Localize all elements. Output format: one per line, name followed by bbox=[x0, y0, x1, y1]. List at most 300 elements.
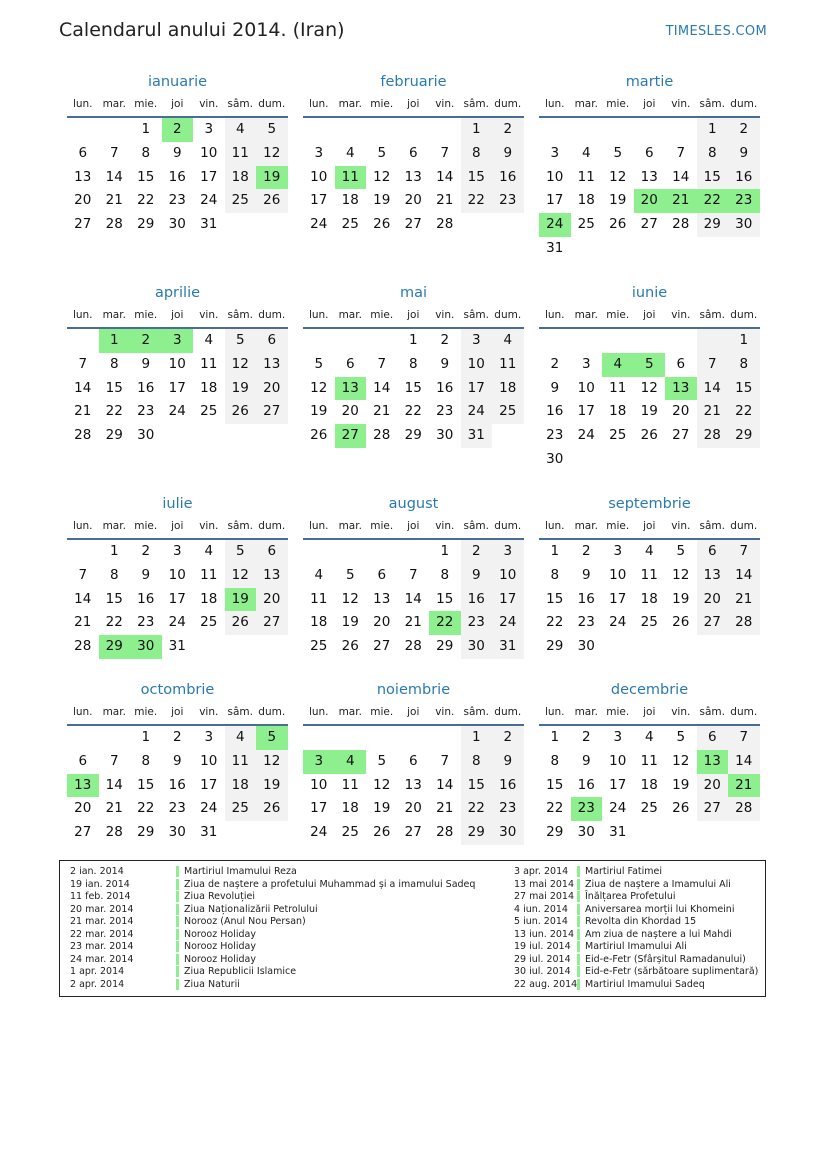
day-cell[interactable]: 11 bbox=[640, 566, 658, 583]
day-cell[interactable]: 15 bbox=[546, 776, 564, 793]
day-cell[interactable]: 4 bbox=[314, 566, 324, 583]
day-cell[interactable]: 25 bbox=[492, 400, 524, 424]
day-cell[interactable]: 27 bbox=[256, 400, 288, 424]
day-cell[interactable]: 9 bbox=[492, 142, 524, 166]
day-cell[interactable]: 14 bbox=[697, 377, 729, 401]
day-cell[interactable]: 17 bbox=[310, 192, 328, 209]
day-cell[interactable]: 8 bbox=[109, 566, 119, 583]
day-cell[interactable]: 20 bbox=[256, 588, 288, 612]
day-cell[interactable]: 1 bbox=[408, 332, 418, 348]
day-cell[interactable]: 18 bbox=[200, 379, 218, 396]
day-cell[interactable]: 29 bbox=[728, 424, 760, 448]
day-cell[interactable]: 14 bbox=[436, 776, 454, 793]
day-cell[interactable]: 30 bbox=[436, 427, 454, 444]
day-cell[interactable]: 16 bbox=[137, 590, 155, 607]
day-cell[interactable]: 24 bbox=[310, 216, 328, 233]
day-cell[interactable]: 17 bbox=[609, 776, 627, 793]
day-cell[interactable]: 28 bbox=[404, 638, 422, 655]
day-cell[interactable]: 19 bbox=[609, 192, 627, 209]
day-cell[interactable]: 10 bbox=[461, 353, 493, 377]
day-cell[interactable]: 26 bbox=[672, 614, 690, 631]
day-cell[interactable]: 11 bbox=[492, 353, 524, 377]
day-cell[interactable]: 2 bbox=[172, 729, 182, 745]
day-cell[interactable]: 21 bbox=[105, 192, 123, 209]
day-cell[interactable]: 6 bbox=[644, 144, 654, 161]
day-cell[interactable]: 13 bbox=[256, 353, 288, 377]
day-cell[interactable]: 10 bbox=[609, 752, 627, 769]
day-cell[interactable]: 16 bbox=[492, 166, 524, 190]
day-cell[interactable]: 4 bbox=[581, 144, 591, 161]
day-cell[interactable]: 21 bbox=[728, 588, 760, 612]
day-cell[interactable]: 17 bbox=[200, 776, 218, 793]
day-cell[interactable]: 18 bbox=[640, 776, 658, 793]
day-cell[interactable]: 14 bbox=[728, 750, 760, 774]
day-cell[interactable]: 24 bbox=[492, 611, 524, 635]
day-cell[interactable]: 26 bbox=[225, 400, 257, 424]
day-cell[interactable]: 9 bbox=[141, 566, 151, 583]
day-cell[interactable]: 7 bbox=[109, 144, 119, 161]
day-cell[interactable]: 4 bbox=[492, 329, 524, 353]
day-cell[interactable]: 10 bbox=[200, 752, 218, 769]
day-cell[interactable]: 7 bbox=[697, 353, 729, 377]
day-cell[interactable]: 28 bbox=[697, 424, 729, 448]
day-cell[interactable]: 30 bbox=[168, 824, 186, 841]
day-cell[interactable]: 10 bbox=[310, 168, 328, 185]
day-cell[interactable]: 13 bbox=[256, 564, 288, 588]
day-cell[interactable]: 19 bbox=[672, 590, 690, 607]
day-cell[interactable]: 31 bbox=[168, 638, 186, 655]
day-cell[interactable]: 9 bbox=[581, 752, 591, 769]
day-cell[interactable]: 18 bbox=[640, 590, 658, 607]
day-cell[interactable]: 14 bbox=[74, 379, 92, 396]
day-cell[interactable]: 14 bbox=[105, 168, 123, 185]
day-cell[interactable]: 15 bbox=[436, 590, 454, 607]
day-cell[interactable]: 21 bbox=[404, 614, 422, 631]
day-cell[interactable]: 22 bbox=[137, 192, 155, 209]
day-cell[interactable]: 18 bbox=[577, 192, 595, 209]
day-cell[interactable]: 5 bbox=[676, 729, 686, 745]
day-cell[interactable]: 9 bbox=[461, 564, 493, 588]
day-cell[interactable]: 7 bbox=[440, 752, 450, 769]
day-cell[interactable]: 1 bbox=[550, 729, 560, 745]
day-cell[interactable]: 24 bbox=[461, 400, 493, 424]
day-cell[interactable]: 6 bbox=[256, 540, 288, 564]
day-cell[interactable]: 19 bbox=[310, 403, 328, 420]
day-cell[interactable]: 30 bbox=[577, 638, 595, 655]
day-cell[interactable]: 15 bbox=[404, 379, 422, 396]
day-cell[interactable]: 23 bbox=[168, 192, 186, 209]
day-cell[interactable]: 12 bbox=[225, 353, 257, 377]
day-cell[interactable]: 7 bbox=[440, 144, 450, 161]
day-cell[interactable]: 3 bbox=[581, 355, 591, 372]
day-cell[interactable]: 21 bbox=[74, 403, 92, 420]
holiday-day-cell[interactable]: 4 bbox=[602, 353, 634, 377]
day-cell[interactable]: 11 bbox=[200, 355, 218, 372]
holiday-day-cell[interactable]: 19 bbox=[256, 166, 288, 190]
day-cell[interactable]: 14 bbox=[672, 168, 690, 185]
day-cell[interactable]: 10 bbox=[546, 168, 564, 185]
day-cell[interactable]: 25 bbox=[225, 189, 257, 213]
day-cell[interactable]: 7 bbox=[78, 566, 88, 583]
day-cell[interactable]: 24 bbox=[609, 800, 627, 817]
day-cell[interactable]: 22 bbox=[546, 800, 564, 817]
day-cell[interactable]: 17 bbox=[609, 590, 627, 607]
day-cell[interactable]: 7 bbox=[377, 355, 387, 372]
day-cell[interactable]: 28 bbox=[105, 824, 123, 841]
day-cell[interactable]: 6 bbox=[408, 144, 418, 161]
day-cell[interactable]: 11 bbox=[640, 752, 658, 769]
day-cell[interactable]: 12 bbox=[609, 168, 627, 185]
holiday-day-cell[interactable]: 24 bbox=[539, 213, 571, 237]
day-cell[interactable]: 31 bbox=[461, 424, 493, 448]
holiday-day-cell[interactable]: 21 bbox=[728, 774, 760, 798]
day-cell[interactable]: 4 bbox=[225, 726, 257, 750]
day-cell[interactable]: 8 bbox=[141, 752, 151, 769]
day-cell[interactable]: 6 bbox=[697, 540, 729, 564]
day-cell[interactable]: 29 bbox=[137, 216, 155, 233]
day-cell[interactable]: 17 bbox=[310, 800, 328, 817]
day-cell[interactable]: 12 bbox=[256, 750, 288, 774]
day-cell[interactable]: 24 bbox=[310, 824, 328, 841]
day-cell[interactable]: 5 bbox=[225, 329, 257, 353]
day-cell[interactable]: 23 bbox=[436, 403, 454, 420]
holiday-day-cell[interactable]: 3 bbox=[162, 329, 194, 353]
day-cell[interactable]: 5 bbox=[377, 144, 387, 161]
day-cell[interactable]: 9 bbox=[581, 566, 591, 583]
day-cell[interactable]: 4 bbox=[644, 543, 654, 559]
holiday-day-cell[interactable]: 22 bbox=[697, 189, 729, 213]
holiday-day-cell[interactable]: 1 bbox=[99, 329, 131, 353]
day-cell[interactable]: 11 bbox=[225, 750, 257, 774]
day-cell[interactable]: 26 bbox=[256, 189, 288, 213]
day-cell[interactable]: 22 bbox=[546, 614, 564, 631]
day-cell[interactable]: 11 bbox=[200, 566, 218, 583]
day-cell[interactable]: 23 bbox=[137, 403, 155, 420]
day-cell[interactable]: 24 bbox=[168, 614, 186, 631]
day-cell[interactable]: 8 bbox=[550, 752, 560, 769]
day-cell[interactable]: 25 bbox=[310, 638, 328, 655]
day-cell[interactable]: 3 bbox=[314, 144, 324, 161]
holiday-day-cell[interactable]: 4 bbox=[335, 750, 367, 774]
day-cell[interactable]: 28 bbox=[105, 216, 123, 233]
day-cell[interactable]: 10 bbox=[310, 776, 328, 793]
day-cell[interactable]: 13 bbox=[74, 168, 92, 185]
day-cell[interactable]: 27 bbox=[404, 824, 422, 841]
day-cell[interactable]: 6 bbox=[78, 144, 88, 161]
day-cell[interactable]: 27 bbox=[256, 611, 288, 635]
day-cell[interactable]: 13 bbox=[404, 776, 422, 793]
day-cell[interactable]: 6 bbox=[676, 355, 686, 372]
holiday-day-cell[interactable]: 27 bbox=[335, 424, 367, 448]
day-cell[interactable]: 14 bbox=[373, 379, 391, 396]
day-cell[interactable]: 3 bbox=[172, 543, 182, 559]
day-cell[interactable]: 23 bbox=[492, 189, 524, 213]
day-cell[interactable]: 20 bbox=[404, 192, 422, 209]
day-cell[interactable]: 29 bbox=[697, 213, 729, 237]
day-cell[interactable]: 12 bbox=[373, 776, 391, 793]
day-cell[interactable]: 29 bbox=[461, 821, 493, 845]
day-cell[interactable]: 18 bbox=[341, 800, 359, 817]
day-cell[interactable]: 18 bbox=[200, 590, 218, 607]
day-cell[interactable]: 2 bbox=[581, 543, 591, 559]
day-cell[interactable]: 6 bbox=[697, 726, 729, 750]
day-cell[interactable]: 26 bbox=[373, 216, 391, 233]
day-cell[interactable]: 25 bbox=[341, 824, 359, 841]
holiday-day-cell[interactable]: 3 bbox=[303, 750, 335, 774]
day-cell[interactable]: 16 bbox=[461, 588, 493, 612]
day-cell[interactable]: 21 bbox=[74, 614, 92, 631]
day-cell[interactable]: 16 bbox=[436, 379, 454, 396]
day-cell[interactable]: 13 bbox=[640, 168, 658, 185]
day-cell[interactable]: 1 bbox=[461, 118, 493, 142]
day-cell[interactable]: 4 bbox=[644, 729, 654, 745]
day-cell[interactable]: 27 bbox=[672, 427, 690, 444]
day-cell[interactable]: 21 bbox=[436, 800, 454, 817]
day-cell[interactable]: 7 bbox=[728, 726, 760, 750]
day-cell[interactable]: 22 bbox=[137, 800, 155, 817]
day-cell[interactable]: 26 bbox=[640, 427, 658, 444]
day-cell[interactable]: 17 bbox=[168, 379, 186, 396]
day-cell[interactable]: 1 bbox=[109, 543, 119, 559]
day-cell[interactable]: 20 bbox=[697, 588, 729, 612]
holiday-day-cell[interactable]: 13 bbox=[697, 750, 729, 774]
day-cell[interactable]: 1 bbox=[728, 329, 760, 353]
day-cell[interactable]: 27 bbox=[74, 824, 92, 841]
day-cell[interactable]: 13 bbox=[697, 564, 729, 588]
day-cell[interactable]: 21 bbox=[105, 800, 123, 817]
day-cell[interactable]: 30 bbox=[137, 427, 155, 444]
day-cell[interactable]: 7 bbox=[78, 355, 88, 372]
day-cell[interactable]: 25 bbox=[640, 800, 658, 817]
day-cell[interactable]: 8 bbox=[728, 353, 760, 377]
holiday-day-cell[interactable]: 5 bbox=[634, 353, 666, 377]
day-cell[interactable]: 16 bbox=[137, 379, 155, 396]
day-cell[interactable]: 5 bbox=[613, 144, 623, 161]
day-cell[interactable]: 26 bbox=[341, 638, 359, 655]
day-cell[interactable]: 2 bbox=[440, 332, 450, 348]
day-cell[interactable]: 17 bbox=[577, 403, 595, 420]
day-cell[interactable]: 12 bbox=[256, 142, 288, 166]
day-cell[interactable]: 30 bbox=[461, 635, 493, 659]
day-cell[interactable]: 28 bbox=[436, 216, 454, 233]
day-cell[interactable]: 16 bbox=[546, 403, 564, 420]
day-cell[interactable]: 8 bbox=[141, 144, 151, 161]
holiday-day-cell[interactable]: 13 bbox=[67, 774, 99, 798]
day-cell[interactable]: 29 bbox=[404, 427, 422, 444]
day-cell[interactable]: 25 bbox=[200, 403, 218, 420]
day-cell[interactable]: 22 bbox=[105, 614, 123, 631]
day-cell[interactable]: 2 bbox=[141, 543, 151, 559]
day-cell[interactable]: 25 bbox=[200, 614, 218, 631]
day-cell[interactable]: 17 bbox=[200, 168, 218, 185]
day-cell[interactable]: 27 bbox=[74, 216, 92, 233]
day-cell[interactable]: 16 bbox=[492, 774, 524, 798]
day-cell[interactable]: 4 bbox=[225, 118, 257, 142]
day-cell[interactable]: 23 bbox=[546, 427, 564, 444]
day-cell[interactable]: 30 bbox=[546, 450, 564, 467]
day-cell[interactable]: 18 bbox=[225, 774, 257, 798]
day-cell[interactable]: 1 bbox=[550, 543, 560, 559]
holiday-day-cell[interactable]: 19 bbox=[225, 588, 257, 612]
day-cell[interactable]: 5 bbox=[256, 118, 288, 142]
day-cell[interactable]: 2 bbox=[581, 729, 591, 745]
day-cell[interactable]: 15 bbox=[728, 377, 760, 401]
day-cell[interactable]: 13 bbox=[373, 590, 391, 607]
day-cell[interactable]: 2 bbox=[492, 726, 524, 750]
day-cell[interactable]: 19 bbox=[672, 776, 690, 793]
holiday-day-cell[interactable]: 13 bbox=[335, 377, 367, 401]
day-cell[interactable]: 5 bbox=[314, 355, 324, 372]
day-cell[interactable]: 20 bbox=[256, 377, 288, 401]
day-cell[interactable]: 23 bbox=[168, 800, 186, 817]
day-cell[interactable]: 9 bbox=[141, 355, 151, 372]
day-cell[interactable]: 25 bbox=[640, 614, 658, 631]
holiday-day-cell[interactable]: 30 bbox=[130, 635, 162, 659]
day-cell[interactable]: 10 bbox=[492, 564, 524, 588]
day-cell[interactable]: 12 bbox=[672, 752, 690, 769]
day-cell[interactable]: 11 bbox=[225, 142, 257, 166]
day-cell[interactable]: 9 bbox=[440, 355, 450, 372]
day-cell[interactable]: 25 bbox=[609, 427, 627, 444]
day-cell[interactable]: 17 bbox=[546, 192, 564, 209]
day-cell[interactable]: 25 bbox=[341, 216, 359, 233]
holiday-day-cell[interactable]: 13 bbox=[665, 377, 697, 401]
day-cell[interactable]: 28 bbox=[728, 611, 760, 635]
day-cell[interactable]: 29 bbox=[546, 638, 564, 655]
day-cell[interactable]: 15 bbox=[697, 166, 729, 190]
day-cell[interactable]: 24 bbox=[168, 403, 186, 420]
day-cell[interactable]: 12 bbox=[310, 379, 328, 396]
day-cell[interactable]: 24 bbox=[609, 614, 627, 631]
day-cell[interactable]: 28 bbox=[74, 638, 92, 655]
day-cell[interactable]: 31 bbox=[609, 824, 627, 841]
day-cell[interactable]: 18 bbox=[225, 166, 257, 190]
day-cell[interactable]: 15 bbox=[546, 590, 564, 607]
day-cell[interactable]: 7 bbox=[109, 752, 119, 769]
day-cell[interactable]: 31 bbox=[200, 216, 218, 233]
day-cell[interactable]: 10 bbox=[168, 355, 186, 372]
day-cell[interactable]: 20 bbox=[672, 403, 690, 420]
day-cell[interactable]: 2 bbox=[461, 540, 493, 564]
day-cell[interactable]: 5 bbox=[377, 752, 387, 769]
holiday-day-cell[interactable]: 23 bbox=[728, 189, 760, 213]
day-cell[interactable]: 30 bbox=[168, 216, 186, 233]
day-cell[interactable]: 31 bbox=[200, 824, 218, 841]
day-cell[interactable]: 7 bbox=[676, 144, 686, 161]
day-cell[interactable]: 22 bbox=[461, 189, 493, 213]
day-cell[interactable]: 10 bbox=[168, 566, 186, 583]
holiday-day-cell[interactable]: 11 bbox=[335, 166, 367, 190]
day-cell[interactable]: 9 bbox=[492, 750, 524, 774]
day-cell[interactable]: 9 bbox=[172, 752, 182, 769]
day-cell[interactable]: 22 bbox=[404, 403, 422, 420]
day-cell[interactable]: 8 bbox=[408, 355, 418, 372]
day-cell[interactable]: 18 bbox=[341, 192, 359, 209]
day-cell[interactable]: 4 bbox=[345, 144, 355, 161]
day-cell[interactable]: 8 bbox=[461, 750, 493, 774]
day-cell[interactable]: 10 bbox=[609, 566, 627, 583]
holiday-day-cell[interactable]: 2 bbox=[130, 329, 162, 353]
day-cell[interactable]: 26 bbox=[225, 611, 257, 635]
day-cell[interactable]: 1 bbox=[697, 118, 729, 142]
day-cell[interactable]: 14 bbox=[436, 168, 454, 185]
holiday-day-cell[interactable]: 20 bbox=[634, 189, 666, 213]
day-cell[interactable]: 3 bbox=[613, 729, 623, 745]
day-cell[interactable]: 1 bbox=[440, 543, 450, 559]
holiday-day-cell[interactable]: 22 bbox=[429, 611, 461, 635]
day-cell[interactable]: 6 bbox=[377, 566, 387, 583]
day-cell[interactable]: 29 bbox=[546, 824, 564, 841]
day-cell[interactable]: 20 bbox=[74, 800, 92, 817]
day-cell[interactable]: 3 bbox=[613, 543, 623, 559]
day-cell[interactable]: 7 bbox=[408, 566, 418, 583]
day-cell[interactable]: 6 bbox=[78, 752, 88, 769]
day-cell[interactable]: 8 bbox=[550, 566, 560, 583]
day-cell[interactable]: 16 bbox=[728, 166, 760, 190]
day-cell[interactable]: 20 bbox=[373, 614, 391, 631]
day-cell[interactable]: 29 bbox=[436, 638, 454, 655]
day-cell[interactable]: 26 bbox=[256, 797, 288, 821]
day-cell[interactable]: 31 bbox=[492, 635, 524, 659]
day-cell[interactable]: 10 bbox=[200, 144, 218, 161]
holiday-day-cell[interactable]: 21 bbox=[665, 189, 697, 213]
day-cell[interactable]: 26 bbox=[373, 824, 391, 841]
day-cell[interactable]: 3 bbox=[492, 540, 524, 564]
day-cell[interactable]: 5 bbox=[676, 543, 686, 559]
day-cell[interactable]: 30 bbox=[577, 824, 595, 841]
day-cell[interactable]: 5 bbox=[345, 566, 355, 583]
day-cell[interactable]: 8 bbox=[109, 355, 119, 372]
day-cell[interactable]: 1 bbox=[141, 121, 151, 137]
day-cell[interactable]: 15 bbox=[461, 774, 493, 798]
day-cell[interactable]: 8 bbox=[697, 142, 729, 166]
day-cell[interactable]: 9 bbox=[728, 142, 760, 166]
day-cell[interactable]: 25 bbox=[577, 216, 595, 233]
day-cell[interactable]: 24 bbox=[200, 800, 218, 817]
day-cell[interactable]: 4 bbox=[204, 543, 214, 559]
day-cell[interactable]: 12 bbox=[640, 379, 658, 396]
day-cell[interactable]: 14 bbox=[728, 564, 760, 588]
day-cell[interactable]: 30 bbox=[728, 213, 760, 237]
day-cell[interactable]: 12 bbox=[225, 564, 257, 588]
day-cell[interactable]: 16 bbox=[168, 776, 186, 793]
day-cell[interactable]: 2 bbox=[492, 118, 524, 142]
day-cell[interactable]: 25 bbox=[225, 797, 257, 821]
day-cell[interactable]: 7 bbox=[728, 540, 760, 564]
day-cell[interactable]: 27 bbox=[404, 216, 422, 233]
day-cell[interactable]: 23 bbox=[577, 614, 595, 631]
holiday-day-cell[interactable]: 29 bbox=[99, 635, 131, 659]
day-cell[interactable]: 12 bbox=[672, 566, 690, 583]
day-cell[interactable]: 16 bbox=[577, 590, 595, 607]
day-cell[interactable]: 20 bbox=[697, 774, 729, 798]
day-cell[interactable]: 27 bbox=[373, 638, 391, 655]
day-cell[interactable]: 28 bbox=[672, 216, 690, 233]
day-cell[interactable]: 5 bbox=[225, 540, 257, 564]
day-cell[interactable]: 11 bbox=[310, 590, 328, 607]
day-cell[interactable]: 19 bbox=[341, 614, 359, 631]
day-cell[interactable]: 24 bbox=[577, 427, 595, 444]
day-cell[interactable]: 17 bbox=[168, 590, 186, 607]
day-cell[interactable]: 15 bbox=[137, 168, 155, 185]
day-cell[interactable]: 14 bbox=[404, 590, 422, 607]
day-cell[interactable]: 14 bbox=[105, 776, 123, 793]
day-cell[interactable]: 1 bbox=[141, 729, 151, 745]
day-cell[interactable]: 28 bbox=[373, 427, 391, 444]
day-cell[interactable]: 28 bbox=[74, 427, 92, 444]
day-cell[interactable]: 2 bbox=[728, 118, 760, 142]
day-cell[interactable]: 8 bbox=[440, 566, 450, 583]
